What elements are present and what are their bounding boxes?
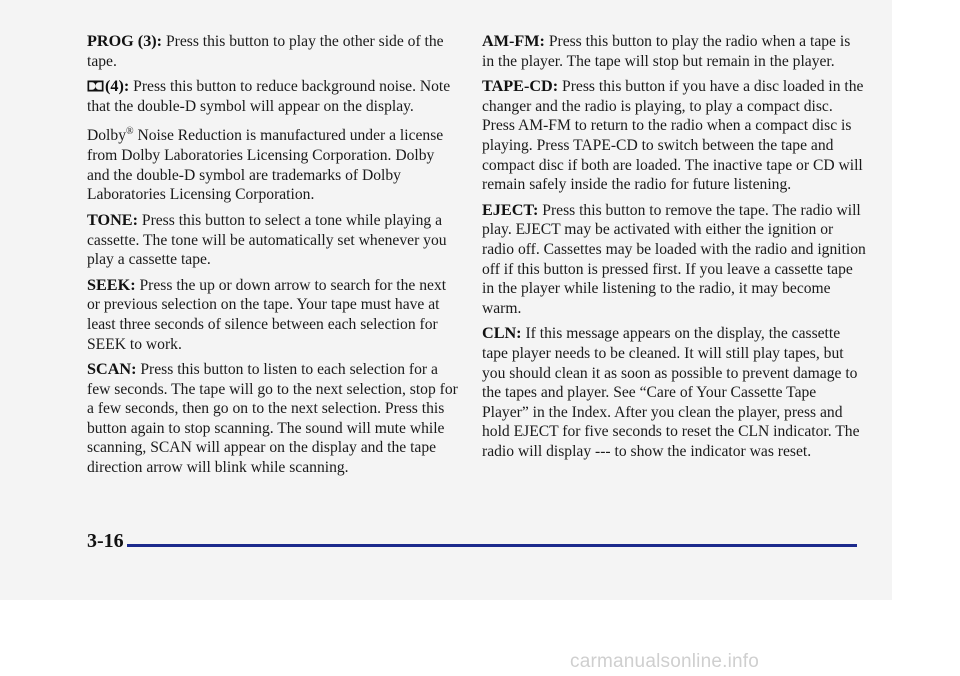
scan-text: Press this button to listen to each selection for a few seconds. The tape will go to the next selection, stop for a few seconds, then go on to the next selection. Press this button again to stop scanning. The sound will mute while scanning, SCAN will appear on the display and the tape direction arrow will blink while scanning. [87,361,458,477]
tape-cd-text: Press this button if you have a disc loaded in the changer and the radio is playing, to play a compact disc. Press AM-FM to return to the radio when a compact disc is playing. Press TAPE-CD to switch between the tape and compact disc if both are loaded. The inactive tape or CD will remain safely inside the radio for future listening. [482,78,864,194]
eject-entry [482,201,866,319]
am-fm-text: Press this button to play the radio when a tape is in the player. The tape will stop but remain in the player. [482,33,851,70]
dolby-text: Noise Reduction is manufactured under a license from Dolby Laboratories Licensing Corporation. Dolby and the double-D symbol are trademarks of Dolby Laboratories Licensing Corporation. [87,127,444,204]
tape-cd-entry [482,77,866,195]
dolby-notice [87,122,459,205]
footer-rule [127,544,857,547]
page-number: 3-16 [87,530,124,552]
noise-reduction-text: Press this button to reduce background noise. Note that the double-D symbol will appear on the display. [87,78,451,115]
scan-term: SCAN: [87,360,137,379]
noise-reduction-term: (4): [105,77,130,96]
registered-mark: ® [125,126,134,138]
prog-entry [87,32,459,71]
tone-text: Press this button to select a tone while playing a cassette. The tone will be automatically set whenever you play a cassette tape. [87,211,447,269]
seek-text: Press the up or down arrow to search for the next or previous selection on the tape. Your tape must have at least three seconds of silence between each selection for SEEK to work. [87,276,447,353]
am-fm-term: AM-FM: [482,32,545,50]
seek-term: SEEK: [87,275,136,294]
seek-entry [87,276,459,354]
dolby-prefix: Dolby [87,127,126,145]
right-column [482,32,866,467]
cln-text: If this message appears on the display, the cassette tape player needs to be cleaned. It will still play tapes, but you should clean it as soon as possible to prevent damage to the tapes and player. See “Care of Your Cassette Tape Player” in the Index. After you clean the player, press and hold EJECT for five seconds to reset the CLN indicator. The radio will display --- to show the indicator was reset. [482,325,860,460]
eject-text: Press this button to remove the tape. The radio will play. EJECT may be activated with either the ignition or radio off. Cassettes may be loaded with the radio and ignition off if this button is pressed first. If you leave a cassette tape in the player while listening to the radio, it may become warm. [482,201,866,317]
eject-term: EJECT: [482,200,539,219]
scan-entry [87,360,459,478]
noise-reduction-entry [87,77,459,116]
watermark-text: carmanualsonline.info [570,651,760,672]
cln-term: CLN: [482,324,522,343]
tone-entry [87,211,459,270]
prog-text: Press this button to play the other side of the tape. [87,33,444,70]
cln-entry [482,324,866,461]
prog-term: PROG (3): [87,32,163,50]
double-d-icon [87,80,104,92]
tape-cd-term: TAPE-CD: [482,77,559,96]
am-fm-entry [482,32,866,71]
left-column [87,32,459,484]
tone-term: TONE: [87,210,138,229]
page-footer [87,530,857,556]
